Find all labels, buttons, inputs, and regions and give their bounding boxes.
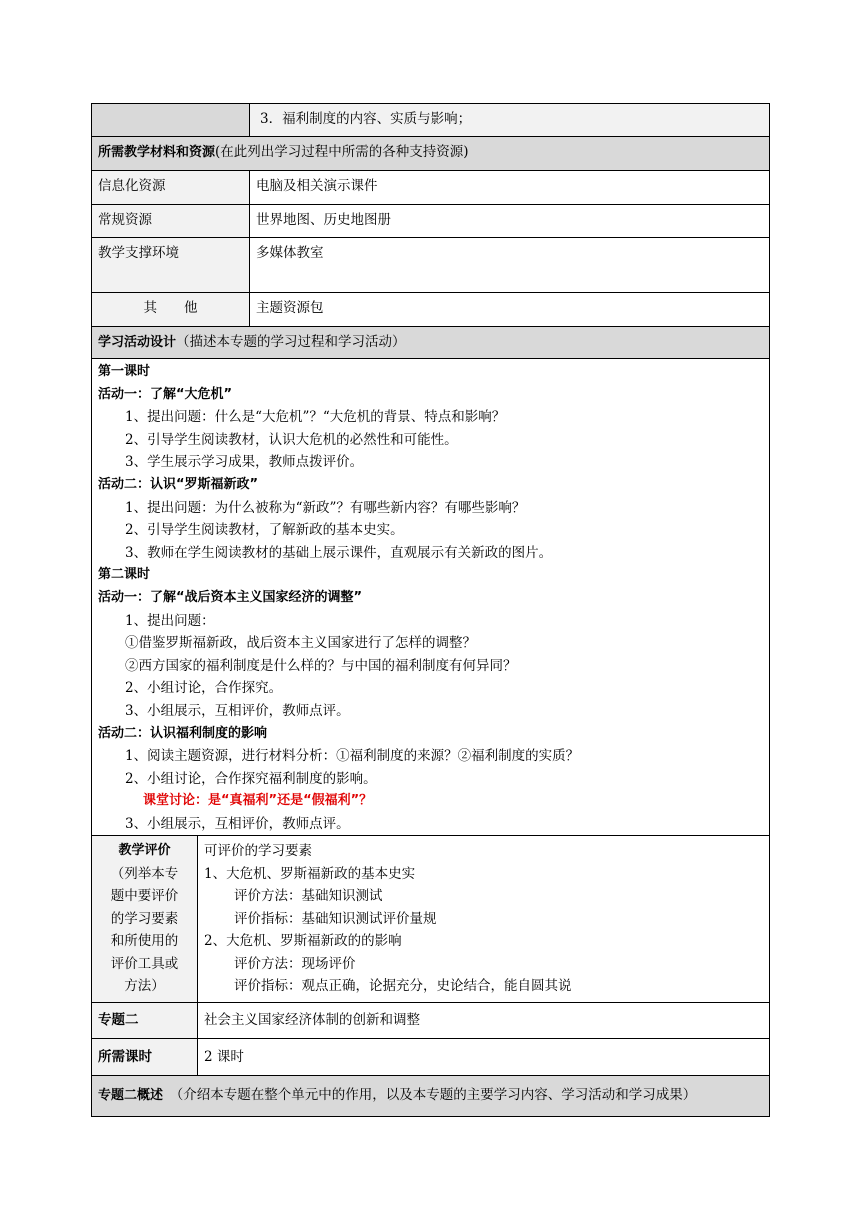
evaluation-title: 教学评价 — [118, 843, 171, 859]
activity-step: 3、学生展示学习成果，教师点拨评价。 — [125, 454, 364, 471]
evaluation-item: 可评价的学习要素 — [204, 843, 312, 860]
topic2-value: 社会主义国家经济体制的创新和调整 — [198, 1002, 770, 1038]
activity-step: 2、引导学生阅读教材，认识大危机的必然性和可能性。 — [125, 431, 458, 448]
resource-label: 常规资源 — [92, 205, 250, 238]
activity-heading: 第一课时 — [98, 364, 151, 379]
resource-row — [92, 171, 770, 205]
topic2-label: 专题二 — [92, 1002, 198, 1038]
evaluation-criterion: 评价方法：基础知识测试 — [234, 888, 383, 905]
activity-step: 1、提出问题：为什么被称为“新政”？有哪些新内容？有哪些影响？ — [125, 499, 526, 516]
activity-heading: 活动一：了解“大危机” — [98, 386, 233, 402]
overview-header — [92, 1075, 770, 1116]
activity-heading: 第二课时 — [98, 567, 151, 583]
row-topic-item-3 — [92, 104, 770, 137]
activity-title: 学习活动设计 — [98, 335, 177, 350]
evaluation-criterion: 评价指标：基础知识测试评价量规 — [234, 910, 437, 927]
hours-value: 2 课时 — [198, 1038, 770, 1075]
materials-header — [92, 137, 770, 171]
activity-note: （描述本专题的学习过程和学习活动） — [176, 334, 406, 350]
topic-item-3: 3．福利制度的内容、实质与影响； — [250, 104, 770, 137]
evaluation-label-cell — [92, 836, 198, 1003]
materials-note: (在此列出学习过程中所需的各种支持资源) — [215, 144, 469, 160]
activity-header-row — [92, 327, 770, 359]
activity-step: 1、阅读主题资源，进行材料分析：①福利制度的来源？②福利制度的实质？ — [125, 748, 580, 765]
resource-value: 多媒体教室 — [250, 238, 770, 293]
evaluation-item: 1、大危机、罗斯福新政的基本史实 — [204, 865, 416, 882]
hours-row — [92, 1038, 770, 1075]
topic2-row — [92, 1002, 770, 1038]
resource-label: 教学支撑环境 — [92, 238, 250, 293]
overview-row — [92, 1075, 770, 1116]
evaluation-item: 2、大危机、罗斯福新政的的影响 — [204, 933, 402, 950]
activity-step: ②西方国家的福利制度是什么样的？与中国的福利制度有何异同？ — [125, 657, 517, 674]
hours-label: 所需课时 — [92, 1038, 198, 1075]
activities-cell — [92, 359, 770, 836]
activity-step: 3、小组展示，互相评价，教师点评。 — [125, 815, 350, 832]
activity-step: 2、小组讨论，合作探究福利制度的影响。 — [125, 770, 377, 787]
materials-header-row — [92, 137, 770, 171]
activity-step: ①借鉴罗斯福新政，战后资本主义国家进行了怎样的调整？ — [125, 635, 476, 652]
activity-step: 2、小组讨论，合作探究。 — [125, 680, 283, 697]
evaluation-content — [198, 836, 770, 1003]
resource-value: 电脑及相关演示课件 — [250, 171, 770, 205]
activity-heading: 活动一：了解“战后资本主义国家经济的调整” — [98, 589, 363, 605]
evaluation-criterion: 评价指标：观点正确，论据充分，史论结合，能自圆其说 — [234, 978, 572, 995]
activity-heading: 活动二：认识“罗斯福新政” — [98, 476, 259, 492]
materials-title: 所需教学材料和资源 — [98, 145, 216, 160]
resource-label: 其 他 — [92, 293, 250, 327]
evaluation-desc-line: 评价工具或 — [110, 955, 179, 972]
resource-row — [92, 293, 770, 327]
evaluation-criterion: 评价方法：现场评价 — [234, 955, 356, 972]
resource-row — [92, 205, 770, 238]
evaluation-desc-line: 和所使用的 — [110, 933, 179, 950]
activity-header — [92, 327, 770, 359]
evaluation-desc-line: 方法） — [124, 978, 165, 995]
evaluation-desc-line: 题中要评价 — [110, 888, 179, 905]
resource-value: 世界地图、历史地图册 — [250, 205, 770, 238]
discussion-highlight: 课堂讨论：是“真福利”还是“假福利”？ — [143, 793, 373, 809]
evaluation-desc-line: 的学习要素 — [110, 910, 179, 927]
activity-heading: 活动二：认识福利制度的影响 — [98, 725, 268, 741]
activity-step: 3、教师在学生阅读教材的基础上展示课件，直观展示有关新政的图片。 — [125, 544, 553, 561]
overview-title: 专题二概述 — [98, 1088, 164, 1104]
resource-value: 主题资源包 — [250, 293, 770, 327]
activity-step: 3、小组展示，互相评价，教师点评。 — [125, 702, 350, 719]
resource-label: 信息化资源 — [92, 171, 250, 205]
resource-row — [92, 238, 770, 293]
evaluation-desc — [94, 863, 195, 998]
lesson-plan-table — [91, 103, 770, 1117]
activity-step: 2、引导学生阅读教材，了解新政的基本史实。 — [125, 522, 404, 539]
overview-note: （介绍本专题在整个单元中的作用，以及本专题的主要学习内容、学习活动和学习成果） — [163, 1087, 697, 1104]
document-page — [91, 103, 769, 1117]
activity-step: 1、提出问题：什么是“大危机”？“大危机的背景、特点和影响？ — [125, 409, 506, 426]
evaluation-row — [92, 836, 770, 1003]
activity-step: 1、提出问题： — [125, 612, 215, 629]
blank-cell — [92, 104, 250, 137]
evaluation-desc-line: （列举本专 — [110, 865, 179, 882]
activities-row — [92, 359, 770, 836]
